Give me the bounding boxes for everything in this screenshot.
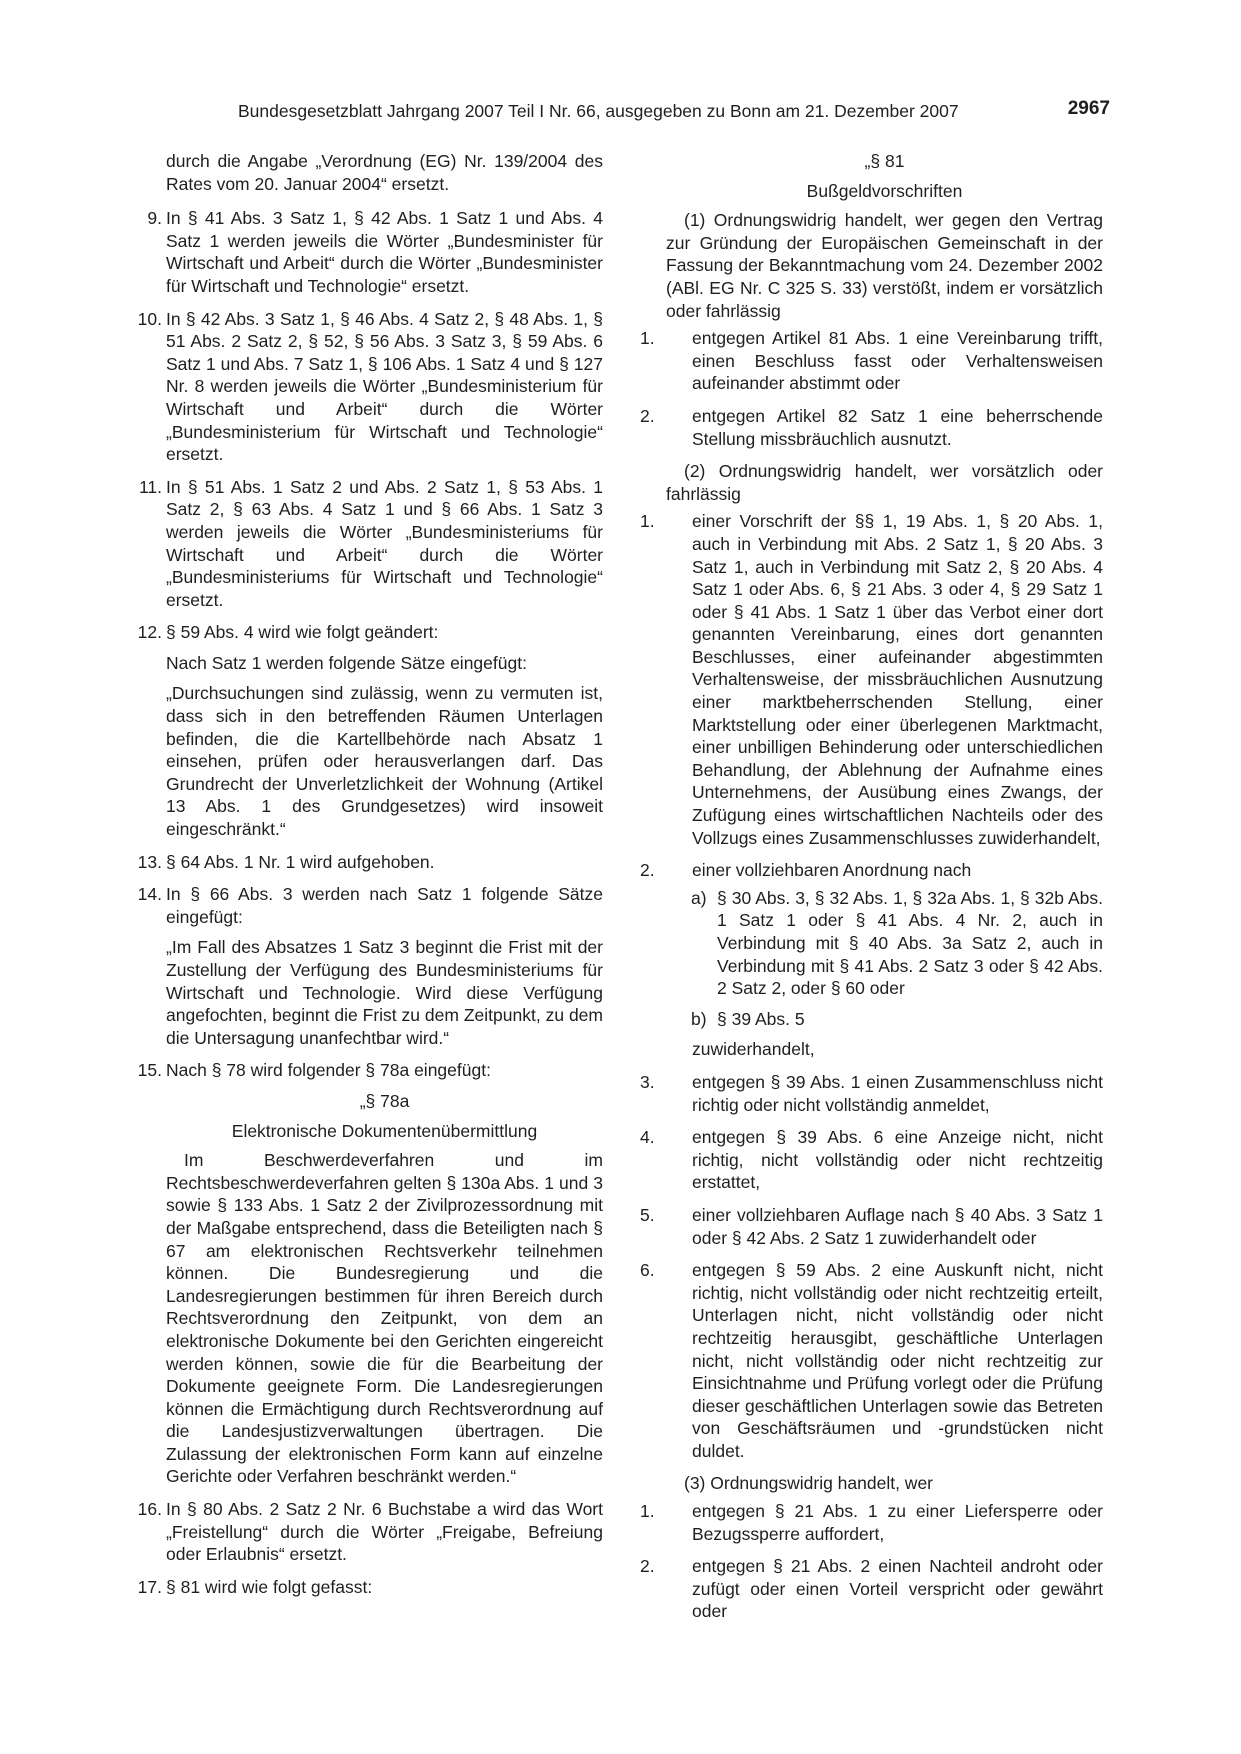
page-number: 2967 [1067, 98, 1110, 119]
item-number: 5. [640, 1204, 655, 1225]
item-text: einer Vorschrift der §§ 1, 19 Abs. 1, § 20 Abs. 1, auch in Verbindung mit Abs. 2 Satz 1, § 20 Abs. 3 Satz 1, auch in Verbindung mit Satz 2, § 20 Abs. 4 Satz 1 oder Abs. 6, § 21 Abs. 3 oder 4, § 29 Satz 1 oder § 41 Abs. 1 Satz 1 über das Verbot einer dort genannten Vereinbarung, eines dort genannten Beschlusses, einer aufeinander abgestimmten Verhaltensweise, der missbräuchlichen Ausnutzung einer marktbeherrschenden Stellung, einer Marktstellung oder einer überlegenen Marktmacht, einer unbilligen Behinderung oder unterschiedlichen Behandlung, der Ablehnung der Aufnahme eines Unternehmens, der Ausübung eines Zwangs, der Zufügung eines wirtschaftlichen Nachteils oder des Vollzugs eines Zusammenschlusses zuwiderhandelt, [692, 511, 1103, 848]
sub-item [691, 887, 1103, 1000]
item-number: 12. [137, 622, 162, 643]
item-number: 9. [147, 208, 162, 229]
section-number: „§ 81 [864, 151, 905, 171]
item-number: 10. [137, 308, 162, 329]
sub-item-letter: b) [691, 1008, 707, 1029]
item-text: einer vollziehbaren Auflage nach § 40 Abs. 3 Satz 1 oder § 42 Abs. 2 Satz 1 zuwiderhandelt oder [692, 1204, 1103, 1248]
item-text: entgegen § 39 Abs. 6 eine Anzeige nicht, nicht richtig, nicht vollständig oder nicht rechtzeitig erstattet, [692, 1127, 1103, 1193]
item-number: 11. [138, 476, 162, 497]
item-number: 1. [640, 1501, 655, 1522]
section-body: Im Beschwerdeverfahren und im Rechtsbeschwerdeverfahren gelten § 130a Abs. 1 und 3 sowie § 133 Abs. 1 Satz 2 der Zivilprozessordnung mit der Maßgabe entsprechend, dass die Beteiligten nach § 67 am elektronischen Rechtsverkehr teilnehmen können. Die Bundesregierung und die Landesregierungen bestimmen für ihren Bereich durch Rechtsverordnung den Zeitpunkt, von dem an elektronische Dokumente bei den Gerichten eingereicht werden können, sowie die für die Bearbeitung der Dokumente geeignete Form. Die Landesregierungen können die Ermächtigung durch Rechtsverordnung auf die Landesjustizverwaltungen übertragen. Die Zulassung der elektronischen Form kann auf einzelne Gerichte oder Verfahren beschränkt werden.“ [166, 1150, 603, 1487]
paragraph-3: (3) Ordnungswidrig handelt, wer [684, 1473, 934, 1494]
list-item [640, 1259, 1103, 1462]
item-text: entgegen Artikel 82 Satz 1 eine beherrschende Stellung missbräuchlich ausnutzt. [692, 405, 1103, 449]
item-text: Nach § 78 wird folgender § 78a eingefügt: [166, 1060, 491, 1081]
list-item [640, 1071, 1103, 1116]
list-item [137, 1059, 603, 1488]
list-item [640, 1500, 1103, 1545]
list-item [137, 851, 603, 874]
item-number: 3. [640, 1071, 655, 1092]
list-item [138, 476, 603, 612]
item-text: In § 66 Abs. 3 werden nach Satz 1 folgende Sätze eingefügt: [166, 884, 603, 927]
item-text: entgegen Artikel 81 Abs. 1 eine Vereinbarung trifft, einen Beschluss fasst oder Verhaltensweisen aufeinander abstimmt oder [692, 328, 1103, 394]
item-text: In § 51 Abs. 1 Satz 2 und Abs. 2 Satz 1, § 53 Abs. 1 Satz 2, § 63 Abs. 4 Satz 1 und § 66 Abs. 1 Satz 3 werden jeweils die Wörter „Bundesministeriums für Wirtschaft und Arbeit“ durch die Wörter „Bundesministeriums für Wirtschaft und Technologie“ ersetzt. [166, 476, 603, 610]
item-number: 15. [137, 1060, 162, 1081]
item-number: 4. [640, 1127, 655, 1148]
item-text: § 81 wird wie folgt gefasst: [166, 1576, 373, 1597]
list-item [640, 1204, 1103, 1249]
item-number: 17. [137, 1576, 162, 1597]
sub-item-text: § 30 Abs. 3, § 32 Abs. 1, § 32a Abs. 1, § 32b Abs. 1 Satz 1 oder § 41 Abs. 4 Nr. 2, auch in Verbindung mit § 40 Abs. 3a Satz 2, auch in Verbindung mit § 41 Abs. 2 Satz 3 oder § 42 Abs. 2 Satz 2, oder § 60 oder [717, 887, 1103, 999]
list-item [137, 1576, 603, 1599]
item-text: entgegen § 21 Abs. 2 einen Nachteil androht oder zufügt oder einen Vorteil verspricht oder gewährt oder [692, 1556, 1103, 1622]
item-number: 13. [137, 851, 162, 872]
list-item [137, 308, 603, 466]
list-item [640, 510, 1103, 849]
list-item [640, 1555, 1103, 1623]
sub-item-letter: a) [691, 887, 707, 908]
item-text: einer vollziehbaren Anordnung nach [692, 860, 972, 881]
item-number: 6. [640, 1260, 655, 1281]
item-text: § 64 Abs. 1 Nr. 1 wird aufgehoben. [166, 851, 435, 872]
item-number: 1. [640, 511, 655, 532]
list-item [137, 1498, 603, 1566]
list-item [137, 621, 603, 840]
paragraph-2: (2) Ordnungswidrig handelt, wer vorsätzlich oder fahrlässig [666, 461, 1103, 504]
section-number: „§ 78a [359, 1090, 410, 1111]
list-item [640, 327, 1103, 395]
item-number: 1. [640, 328, 655, 349]
paragraph-1: (1) Ordnungswidrig handelt, wer gegen den Vertrag zur Gründung der Europäischen Gemeinschaft in der Fassung der Bekanntmachung vom 24. Dezember 2002 (ABl. EG Nr. C 325 S. 33) verstößt, indem er vorsätzlich oder fahrlässig [666, 210, 1103, 321]
item-number: 14. [137, 884, 162, 905]
intro-text: durch die Angabe „Verordnung (EG) Nr. 139/2004 des Rates vom 20. Januar 2004“ ersetzt. [166, 151, 603, 194]
list-item [640, 859, 1103, 1061]
item-number: 16. [137, 1499, 162, 1520]
list-item [147, 207, 603, 297]
item-text: In § 41 Abs. 3 Satz 1, § 42 Abs. 1 Satz 1 und Abs. 4 Satz 1 werden jeweils die Wörter „Bundesminister für Wirtschaft und Arbeit“ durch die Wörter „Bundesminister für Wirtschaft und Technologie“ ersetzt. [166, 208, 603, 296]
section-heading: Bußgeldvorschriften [806, 180, 963, 201]
item-number: 2. [640, 860, 655, 881]
item-text: In § 80 Abs. 2 Satz 2 Nr. 6 Buchstabe a wird das Wort „Freistellung“ durch die Wörter „Freigabe, Befreiung oder Erlaubnis“ ersetzt. [166, 1499, 603, 1565]
item-text: In § 42 Abs. 3 Satz 1, § 46 Abs. 4 Satz 2, § 48 Abs. 1, § 51 Abs. 2 Satz 2, § 52, § 56 Abs. 3 Satz 3, § 59 Abs. 6 Satz 1 und Abs. 7 Satz 1, § 106 Abs. 1 Satz 4 und § 127 Nr. 8 werden jeweils die Wörter „Bundesministerium für Wirtschaft und Arbeit“ durch die Wörter „Bundesministerium für Wirtschaft und Technologie“ ersetzt. [166, 308, 603, 465]
item-number: 2. [640, 1556, 655, 1577]
left-column [137, 150, 603, 1608]
right-column [640, 150, 1103, 1633]
list-item [640, 405, 1103, 450]
item-text: § 59 Abs. 4 wird wie folgt geändert: [166, 622, 439, 643]
quoted-text: „Durchsuchungen sind zulässig, wenn zu vermuten ist, dass sich in den betreffenden Räumen Unterlagen befinden, die die Kartellbehörde nach Absatz 1 einsehen, prüfen oder herausverlangen darf. Das Grundrecht der Unverletzlichkeit der Wohnung (Artikel 13 Abs. 1 des Grundgesetzes) wird insoweit eingeschränkt.“ [166, 683, 603, 840]
section-heading: Elektronische Dokumentenübermittlung [231, 1120, 538, 1141]
item-text: entgegen § 39 Abs. 1 einen Zusammenschluss nicht richtig oder nicht vollständig anmeldet, [692, 1071, 1103, 1115]
list-item [640, 1126, 1103, 1194]
running-header: Bundesgesetzblatt Jahrgang 2007 Teil I Nr. 66, ausgegeben zu Bonn am 21. Dezember 2007 [238, 101, 959, 121]
item-tail: zuwiderhandelt, [692, 1039, 815, 1060]
item-subtext: Nach Satz 1 werden folgende Sätze eingefügt: [166, 652, 527, 673]
list-item [137, 883, 603, 1049]
quoted-text: „Im Fall des Absatzes 1 Satz 3 beginnt die Frist mit der Zustellung der Verfügung des Bundesministeriums für Wirtschaft und Technologie. Wird diese Verfügung angefochten, beginnt die Frist zu dem Zeitpunkt, zu dem die Untersagung unanfechtbar wird.“ [166, 937, 603, 1048]
sub-item-text: § 39 Abs. 5 [717, 1008, 805, 1029]
sub-item [691, 1008, 1103, 1031]
item-text: entgegen § 59 Abs. 2 eine Auskunft nicht, nicht richtig, nicht vollständig oder nicht rechtzeitig erteilt, Unterlagen nicht, nicht vollständig oder nicht rechtzeitig herausgibt, geschäftliche Unterlagen nicht, nicht vollständig oder nicht rechtzeitig zur Einsichtnahme und Prüfung vorlegt oder die Prüfung dieser geschäftlichen Unterlagen sowie das Betreten von Geschäftsräumen und -grundstücken nicht duldet. [692, 1260, 1103, 1461]
item-number: 2. [640, 405, 655, 426]
item-text: entgegen § 21 Abs. 1 zu einer Liefersperre oder Bezugssperre auffordert, [692, 1501, 1103, 1544]
